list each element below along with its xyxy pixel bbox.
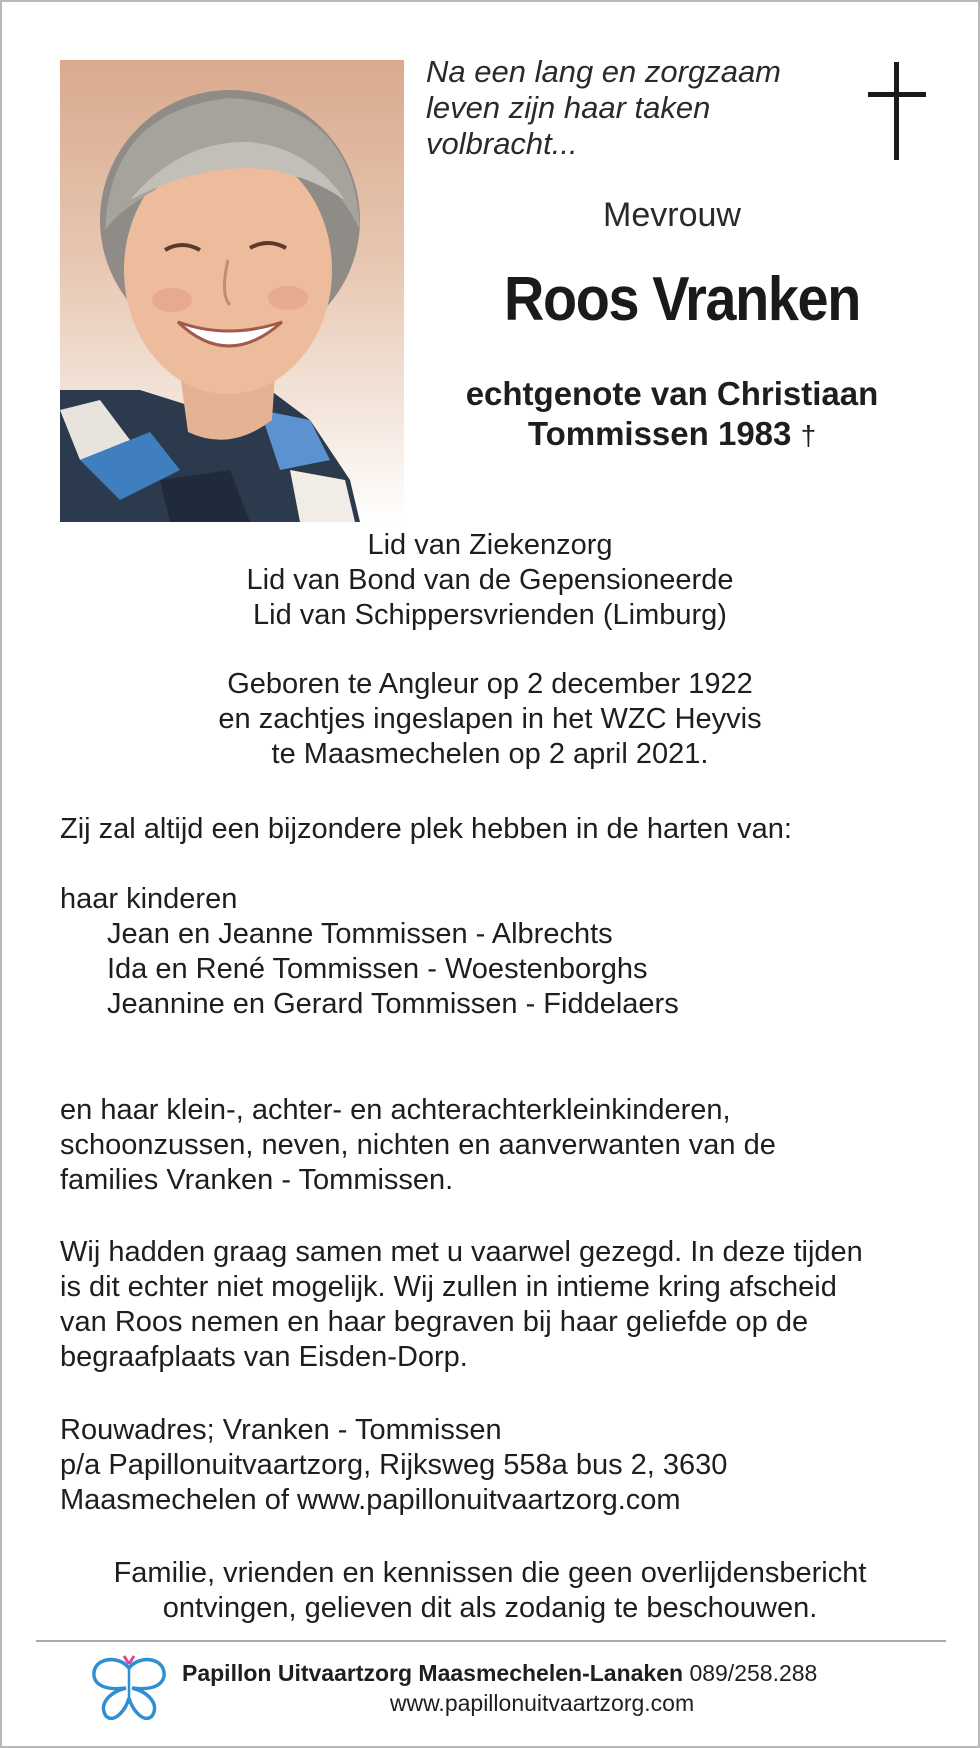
footer-divider [36,1640,946,1642]
memberships [2,528,978,633]
honorific-title: Mevrouw [603,196,741,234]
spouse-info [422,374,922,456]
birth-death-line: te Maasmechelen op 2 april 2021. [271,738,709,770]
butterfly-logo-icon [88,1654,170,1724]
membership-line: Lid van Schippersvrienden (Limburg) [253,599,727,631]
farewell-line: Wij hadden graag samen met u vaarwel gezegd. In deze tijden [60,1236,863,1268]
cross-icon [868,62,926,160]
child-line: Jeannine en Gerard Tommissen - Fiddelaers [107,988,679,1020]
notice-text [2,1556,978,1626]
funeral-home-website[interactable]: www.papillonuitvaartzorg.com [389,1690,695,1716]
membership-line: Lid van Ziekenzorg [367,529,613,561]
extended-family [60,1093,940,1198]
farewell-line: is dit echter niet mogelijk. Wij zullen in intieme kring afscheid [60,1271,837,1303]
notice-line: ontvingen, gelieven dit als zodanig te beschouwen. [162,1592,818,1624]
intro-text: Zij zal altijd een bijzondere plek hebben in de harten van: [60,813,792,845]
birth-death-line: Geboren te Angleur op 2 december 1922 [227,668,753,700]
address-line: Rouwadres; Vranken - Tommissen [60,1414,502,1446]
dagger-icon: † [800,420,817,451]
opening-quote [426,54,846,162]
spouse-line: Tommissen 1983 [527,415,792,452]
child-line: Jean en Jeanne Tommissen - Albrechts [107,918,613,950]
deceased-name: Roos Vranken [504,265,860,334]
address-line: Maasmechelen of www.papillonuitvaartzorg.com [60,1484,681,1516]
children-section [60,882,940,1022]
quote-line: Na een lang en zorgzaam [426,54,782,89]
children-heading: haar kinderen [60,883,238,915]
portrait-photo [60,60,404,522]
family-line: families Vranken - Tommissen. [60,1164,454,1196]
spouse-line: echtgenote van Christiaan [465,375,879,412]
mourning-address [60,1413,940,1518]
funeral-home-phone: 089/258.288 [689,1660,818,1686]
farewell-line: begraafplaats van Eisden-Dorp. [60,1341,468,1373]
membership-line: Lid van Bond van de Gepensioneerde [246,564,734,596]
family-line: schoonzussen, neven, nichten en aanverwanten van de [60,1129,776,1161]
funeral-home-info [182,1660,942,1687]
birth-death-info [2,667,978,772]
family-line: en haar klein-, achter- en achterachterkleinkinderen, [60,1094,731,1126]
birth-death-line: en zachtjes ingeslapen in het WZC Heyvis [218,703,762,735]
child-line: Ida en René Tommissen - Woestenborghs [107,953,648,985]
portrait-illustration [60,60,404,522]
notice-line: Familie, vrienden en kennissen die geen overlijdensbericht [113,1557,867,1589]
funeral-home-name: Papillon Uitvaartzorg Maasmechelen-Lanaken [182,1660,684,1686]
farewell-line: van Roos nemen en haar begraven bij haar geliefde op de [60,1306,809,1338]
quote-line: volbracht... [426,126,578,161]
farewell-text [60,1235,940,1375]
quote-line: leven zijn haar taken [426,90,711,125]
address-line: p/a Papillonuitvaartzorg, Rijksweg 558a bus 2, 3630 [60,1449,728,1481]
